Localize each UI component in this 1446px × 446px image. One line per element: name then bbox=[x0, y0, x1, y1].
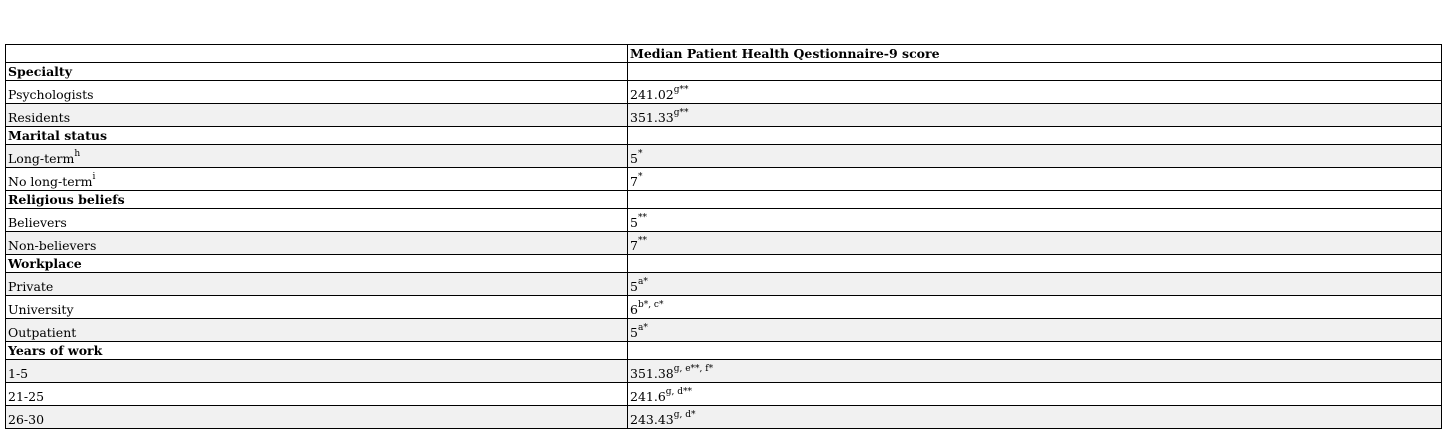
row-value-footnote: a* bbox=[637, 323, 648, 333]
row-label-cell bbox=[6, 296, 628, 319]
row-value-footnote: g** bbox=[673, 85, 689, 95]
row-value: 5 bbox=[630, 325, 638, 340]
row-value-footnote: g, d** bbox=[665, 387, 693, 397]
row-value-footnote: ** bbox=[637, 236, 647, 246]
table-row bbox=[6, 232, 1442, 255]
table-row bbox=[6, 273, 1442, 296]
table-row bbox=[6, 296, 1442, 319]
row-value-footnote: * bbox=[637, 149, 643, 159]
section-row bbox=[6, 255, 1442, 273]
row-value-cell bbox=[628, 168, 1442, 191]
row-value: 5 bbox=[630, 151, 638, 166]
section-label-cell: Workplace bbox=[6, 255, 628, 273]
row-label-footnote: i bbox=[92, 172, 96, 182]
table-header-row bbox=[6, 45, 1442, 63]
row-label: University bbox=[8, 302, 74, 317]
row-value: 7 bbox=[630, 238, 638, 253]
row-value: 241.02 bbox=[630, 87, 674, 102]
table-row bbox=[6, 168, 1442, 191]
header-value-cell: Median Patient Health Qestionnaire-9 score bbox=[628, 45, 1442, 63]
row-label: Psychologists bbox=[8, 87, 94, 102]
table-row bbox=[6, 319, 1442, 342]
section-row bbox=[6, 342, 1442, 360]
row-label: 26-30 bbox=[8, 412, 45, 427]
table-row bbox=[6, 406, 1442, 429]
row-label-cell bbox=[6, 360, 628, 383]
row-value: 7 bbox=[630, 174, 638, 189]
row-label-cell bbox=[6, 383, 628, 406]
section-label-cell: Marital status bbox=[6, 127, 628, 145]
row-value-cell bbox=[628, 319, 1442, 342]
section-row bbox=[6, 127, 1442, 145]
section-value-cell bbox=[628, 127, 1442, 145]
row-value: 241.6 bbox=[630, 389, 666, 404]
row-value: 6 bbox=[630, 302, 638, 317]
section-value-cell bbox=[628, 63, 1442, 81]
row-value: 5 bbox=[630, 215, 638, 230]
row-value-cell bbox=[628, 81, 1442, 104]
row-value-footnote: ** bbox=[637, 213, 647, 223]
row-value-footnote: g, e**, f* bbox=[673, 364, 714, 374]
phq9-table bbox=[5, 44, 1442, 429]
row-label: Residents bbox=[8, 110, 71, 125]
row-label: Believers bbox=[8, 215, 67, 230]
section-value-cell bbox=[628, 342, 1442, 360]
row-label: Non-believers bbox=[8, 238, 97, 253]
row-label-cell bbox=[6, 168, 628, 191]
row-value: 5 bbox=[630, 279, 638, 294]
row-value-cell bbox=[628, 360, 1442, 383]
table-row bbox=[6, 360, 1442, 383]
row-value-cell bbox=[628, 273, 1442, 296]
row-value: 351.38 bbox=[630, 366, 674, 381]
section-value-cell bbox=[628, 255, 1442, 273]
table-row bbox=[6, 104, 1442, 127]
header-label-cell bbox=[6, 45, 628, 63]
row-value-footnote: * bbox=[637, 172, 643, 182]
row-label-cell bbox=[6, 319, 628, 342]
row-label-cell bbox=[6, 145, 628, 168]
row-label-cell bbox=[6, 81, 628, 104]
row-value-footnote: g, d* bbox=[673, 410, 696, 420]
section-row bbox=[6, 63, 1442, 81]
row-label: Long-term bbox=[8, 151, 75, 166]
row-label: No long-term bbox=[8, 174, 93, 189]
table-row bbox=[6, 145, 1442, 168]
row-label-cell bbox=[6, 209, 628, 232]
row-value-cell bbox=[628, 145, 1442, 168]
row-value-footnote: a* bbox=[637, 277, 648, 287]
row-label: Private bbox=[8, 279, 54, 294]
row-value-cell bbox=[628, 209, 1442, 232]
row-label-cell bbox=[6, 273, 628, 296]
row-label-cell bbox=[6, 406, 628, 429]
row-label: 1-5 bbox=[8, 366, 29, 381]
row-value-cell bbox=[628, 383, 1442, 406]
section-label-cell: Religious beliefs bbox=[6, 191, 628, 209]
phq9-table-body bbox=[6, 45, 1442, 429]
section-label-cell: Years of work bbox=[6, 342, 628, 360]
section-row bbox=[6, 191, 1442, 209]
row-label: Outpatient bbox=[8, 325, 77, 340]
row-label-footnote: h bbox=[74, 149, 81, 159]
row-label: 21-25 bbox=[8, 389, 45, 404]
table-row bbox=[6, 383, 1442, 406]
row-value: 243.43 bbox=[630, 412, 674, 427]
row-value-cell bbox=[628, 232, 1442, 255]
row-value: 351.33 bbox=[630, 110, 674, 125]
row-value-cell bbox=[628, 104, 1442, 127]
table-row bbox=[6, 209, 1442, 232]
table-row bbox=[6, 81, 1442, 104]
section-label-cell: Specialty bbox=[6, 63, 628, 81]
row-value-footnote: g** bbox=[673, 108, 689, 118]
row-value-cell bbox=[628, 296, 1442, 319]
row-value-footnote: b*, c* bbox=[637, 300, 664, 310]
row-label-cell bbox=[6, 232, 628, 255]
row-label-cell bbox=[6, 104, 628, 127]
row-value-cell bbox=[628, 406, 1442, 429]
section-value-cell bbox=[628, 191, 1442, 209]
